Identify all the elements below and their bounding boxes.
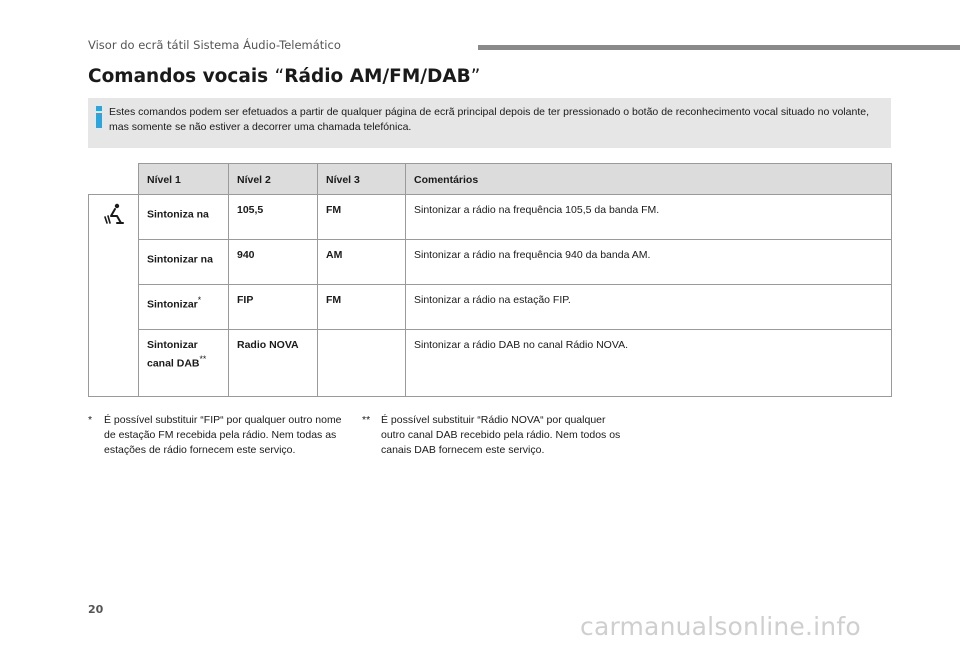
page-title-close-quote: ” — [470, 66, 481, 87]
footnote-radio-nova — [362, 413, 632, 461]
column-header-level-3: Nível 3 — [318, 164, 406, 195]
table-row — [89, 330, 892, 397]
table-row — [89, 285, 892, 330]
info-icon — [96, 106, 102, 128]
info-note — [88, 98, 891, 148]
cell-level-2: FIP — [229, 285, 318, 330]
cell-level-1: Sintonizar* — [139, 285, 229, 330]
cell-level-2: Radio NOVA — [229, 330, 318, 397]
voice-command-icon — [102, 203, 126, 227]
table-row — [89, 240, 892, 285]
cell-comment: Sintonizar a rádio DAB no canal Rádio NOVA. — [406, 330, 892, 397]
cell-level-3: FM — [318, 285, 406, 330]
voice-commands-table — [88, 163, 892, 397]
cell-level-3: AM — [318, 240, 406, 285]
header-divider-bar — [478, 45, 960, 50]
footnote-mark: ** — [362, 414, 371, 426]
table-row — [89, 195, 892, 240]
page-title-prefix: Comandos vocais — [88, 66, 275, 87]
footnote-text: É possível substituir “FIP“ por qualquer outro nome de estação FM recebida pela rádio. Nem todas as estações de rádio fornecem este serviço. — [104, 414, 342, 456]
voice-command-icon-cell — [89, 195, 139, 397]
footnote-fip — [88, 413, 348, 475]
cell-level-1: Sintonizar canal DAB** — [139, 330, 229, 397]
table-header-blank — [89, 164, 139, 195]
column-header-level-1: Nível 1 — [139, 164, 229, 195]
cell-level-1: Sintoniza na — [139, 195, 229, 240]
cell-comment: Sintonizar a rádio na frequência 940 da banda AM. — [406, 240, 892, 285]
cell-comment: Sintonizar a rádio na estação FIP. — [406, 285, 892, 330]
info-note-text: Estes comandos podem ser efetuados a partir de qualquer página de ecrã principal depois de ter pressionado o botão de reconhecimento vocal situado no volante, mas somente se não estiver a decorrer uma chamada telefónica. — [109, 106, 869, 133]
cell-level-3 — [318, 330, 406, 397]
column-header-comments: Comentários — [406, 164, 892, 195]
cell-level-2: 105,5 — [229, 195, 318, 240]
page-number: 20 — [88, 603, 104, 616]
cell-level-3: FM — [318, 195, 406, 240]
page-title — [88, 66, 480, 87]
column-header-level-2: Nível 2 — [229, 164, 318, 195]
footnote-text: É possível substituir “Rádio NOVA“ por qualquer outro canal DAB recebido pela rádio. Nem todos os canais DAB fornecem este serviço. — [381, 414, 621, 456]
footnote-mark: * — [88, 414, 93, 426]
page-title-name: Rádio AM/FM/DAB — [284, 66, 471, 87]
table-header-row — [89, 164, 892, 195]
section-title: Visor do ecrã tátil Sistema Áudio-Telemático — [88, 38, 341, 52]
cell-comment: Sintonizar a rádio na frequência 105,5 da banda FM. — [406, 195, 892, 240]
cell-level-1: Sintonizar na — [139, 240, 229, 285]
watermark: carmanualsonline.info — [580, 612, 861, 641]
page-title-open-quote: “ — [274, 66, 285, 87]
cell-level-2: 940 — [229, 240, 318, 285]
